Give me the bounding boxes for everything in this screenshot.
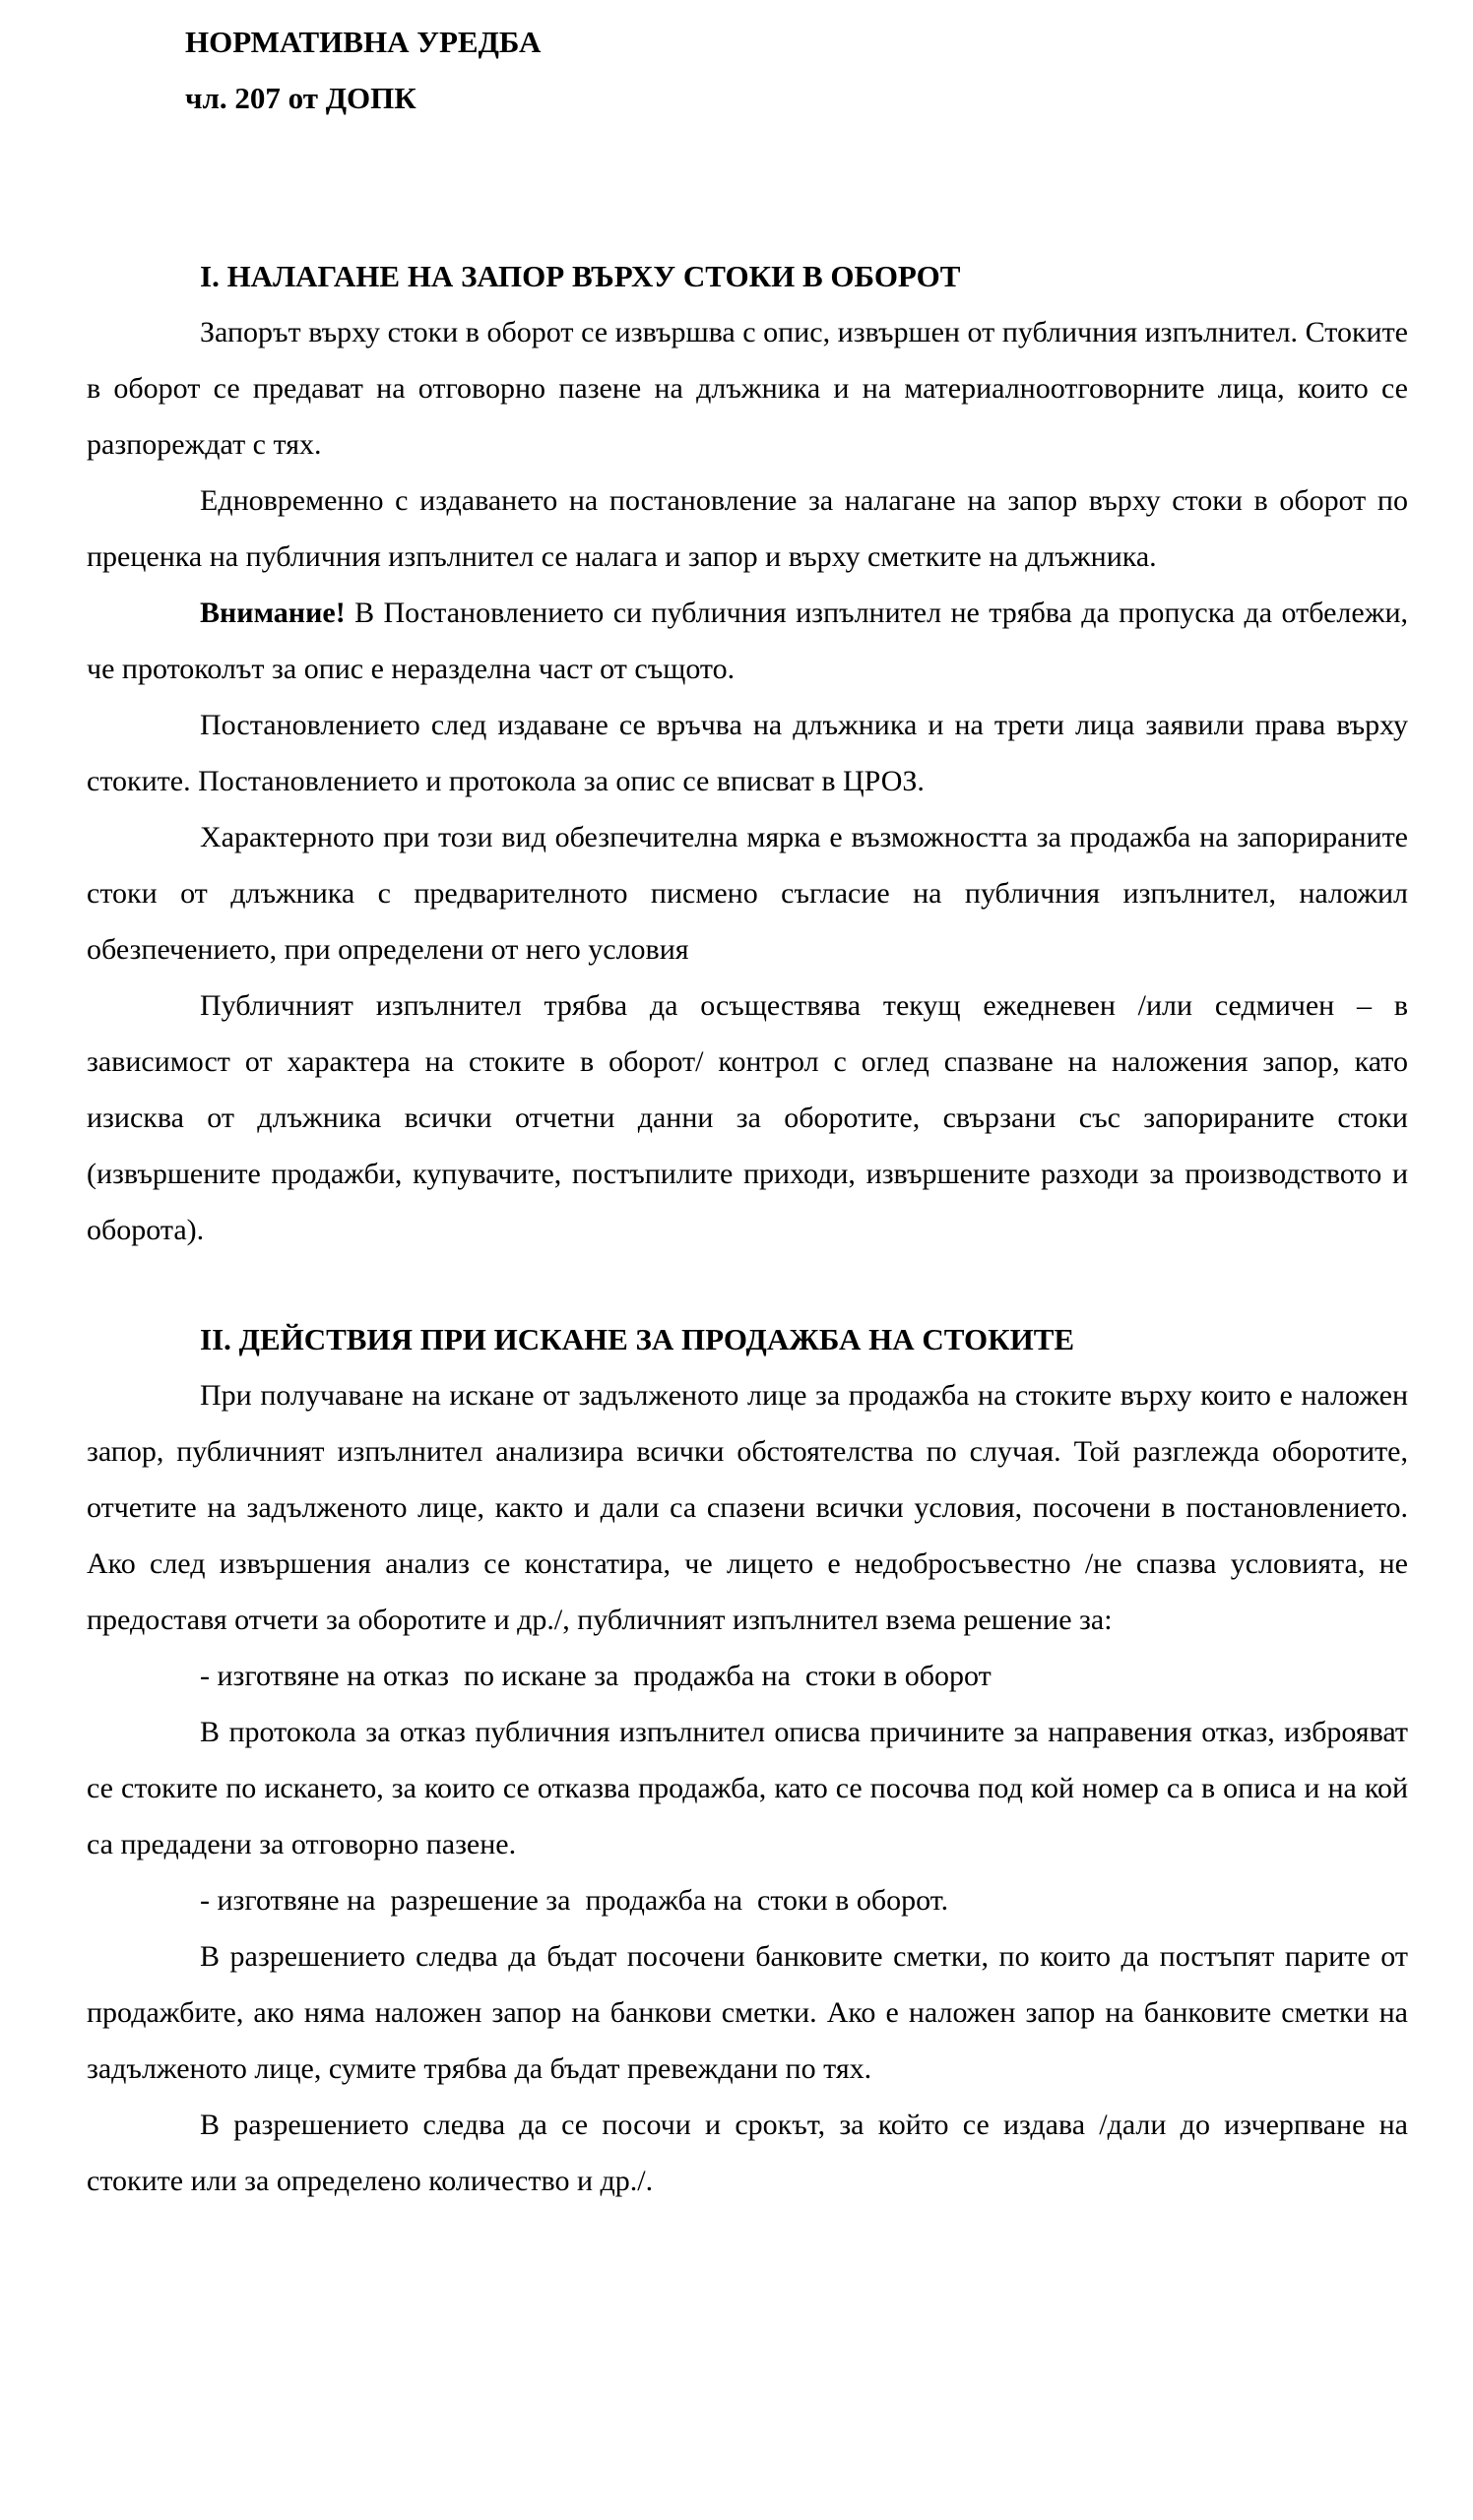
document-subtitle: чл. 207 от ДОПК	[185, 81, 416, 115]
attention-label: Внимание!	[200, 597, 346, 629]
list-item-permission: - изготвяне на разрешение за продажба на стоки в оборот.	[200, 1884, 949, 1917]
section-1-heading: I. НАЛАГАНЕ НА ЗАПОР ВЪРХУ СТОКИ В ОБОРОТ	[200, 259, 961, 293]
paragraph-permission-term: В разрешението следва да се посочи и срокът, за който се издава /дали до изчерпване на стоките или за определено количество и др./.	[87, 2109, 1408, 2197]
document-title: НОРМАТИВНА УРЕДБА	[185, 25, 542, 59]
attention-text: В Постановлението си публичния изпълнител не трябва да пропуска да отбележи, че протоколът за опис е неразделна част от същото.	[87, 597, 1408, 685]
paragraph-permission-bank-accounts: В разрешението следва да бъдат посочени банковите сметки, по които да постъпят парите от продажбите, ако няма наложен запор на банкови сметки. Ако е наложен запор на банковите сметки на задълженото лице, сумите трябва да бъдат превеждани по тях.	[87, 1940, 1408, 2085]
paragraph-simultaneous-decree: Едновременно с издаването на постановление за налагане на запор върху стоки в оборот по преценка на публичния изпълнител се налага и запор и върху сметките на длъжника.	[87, 484, 1408, 573]
paragraph-seizure-inventory: Запорът върху стоки в оборот се извършва с опис, извършен от публичния изпълнител. Стоките в оборот се предават на отговорно пазене на длъжника и на материалноотговорните лица, които се разпореждат с тях.	[87, 316, 1408, 461]
paragraph-request-analysis: При получаване на искане от задълженото лице за продажба на стоките върху които е наложен запор, публичният изпълнител анализира всички обстоятелства по случая. Той разглежда оборотите, отчетите на задълженото лице, както и дали са спазени всички условия, посочени в постановлението. Ако след извършения анализ се констатира, че лицето е недобросъвестно /не спазва условията, не предоставя отчети за оборотите и др./, публичният изпълнител взема решение за:	[87, 1379, 1408, 1636]
paragraph-measure-characteristic: Характерното при този вид обезпечителна мярка е възможността за продажба на запорираните стоки от длъжника с предварителното писмено съгласие на публичния изпълнител, наложил обезпечението, при определени от него условия	[87, 821, 1408, 966]
section-2-heading: II. ДЕЙСТВИЯ ПРИ ИСКАНЕ ЗА ПРОДАЖБА НА СТОКИТЕ	[200, 1322, 1075, 1356]
list-item-refusal: - изготвяне на отказ по искане за продажба на стоки в оборот	[200, 1660, 992, 1692]
paragraph-attention-note	[87, 585, 1408, 697]
paragraph-decree-delivery: Постановлението след издаване се връчва на длъжника и на трети лица заявили права върху стоките. Постановлението и протокола за опис се вписват в ЦРОЗ.	[87, 709, 1408, 797]
paragraph-ongoing-control: Публичният изпълнител трябва да осъществява текущ ежедневен /или седмичен – в зависимост от характера на стоките в оборот/ контрол с оглед спазване на наложения запор, като изисква от длъжника всички отчетни данни за оборотите, свързани със запорираните стоки (извършените продажби, купувачите, постъпилите приходи, извършените разходи за производството и оборота).	[87, 989, 1408, 1246]
paragraph-refusal-protocol: В протокола за отказ публичния изпълнител описва причините за направения отказ, изброяват се стоките по искането, за които се отказва продажба, като се посочва под кой номер са в описа и на кой са предадени за отговорно пазене.	[87, 1716, 1408, 1860]
